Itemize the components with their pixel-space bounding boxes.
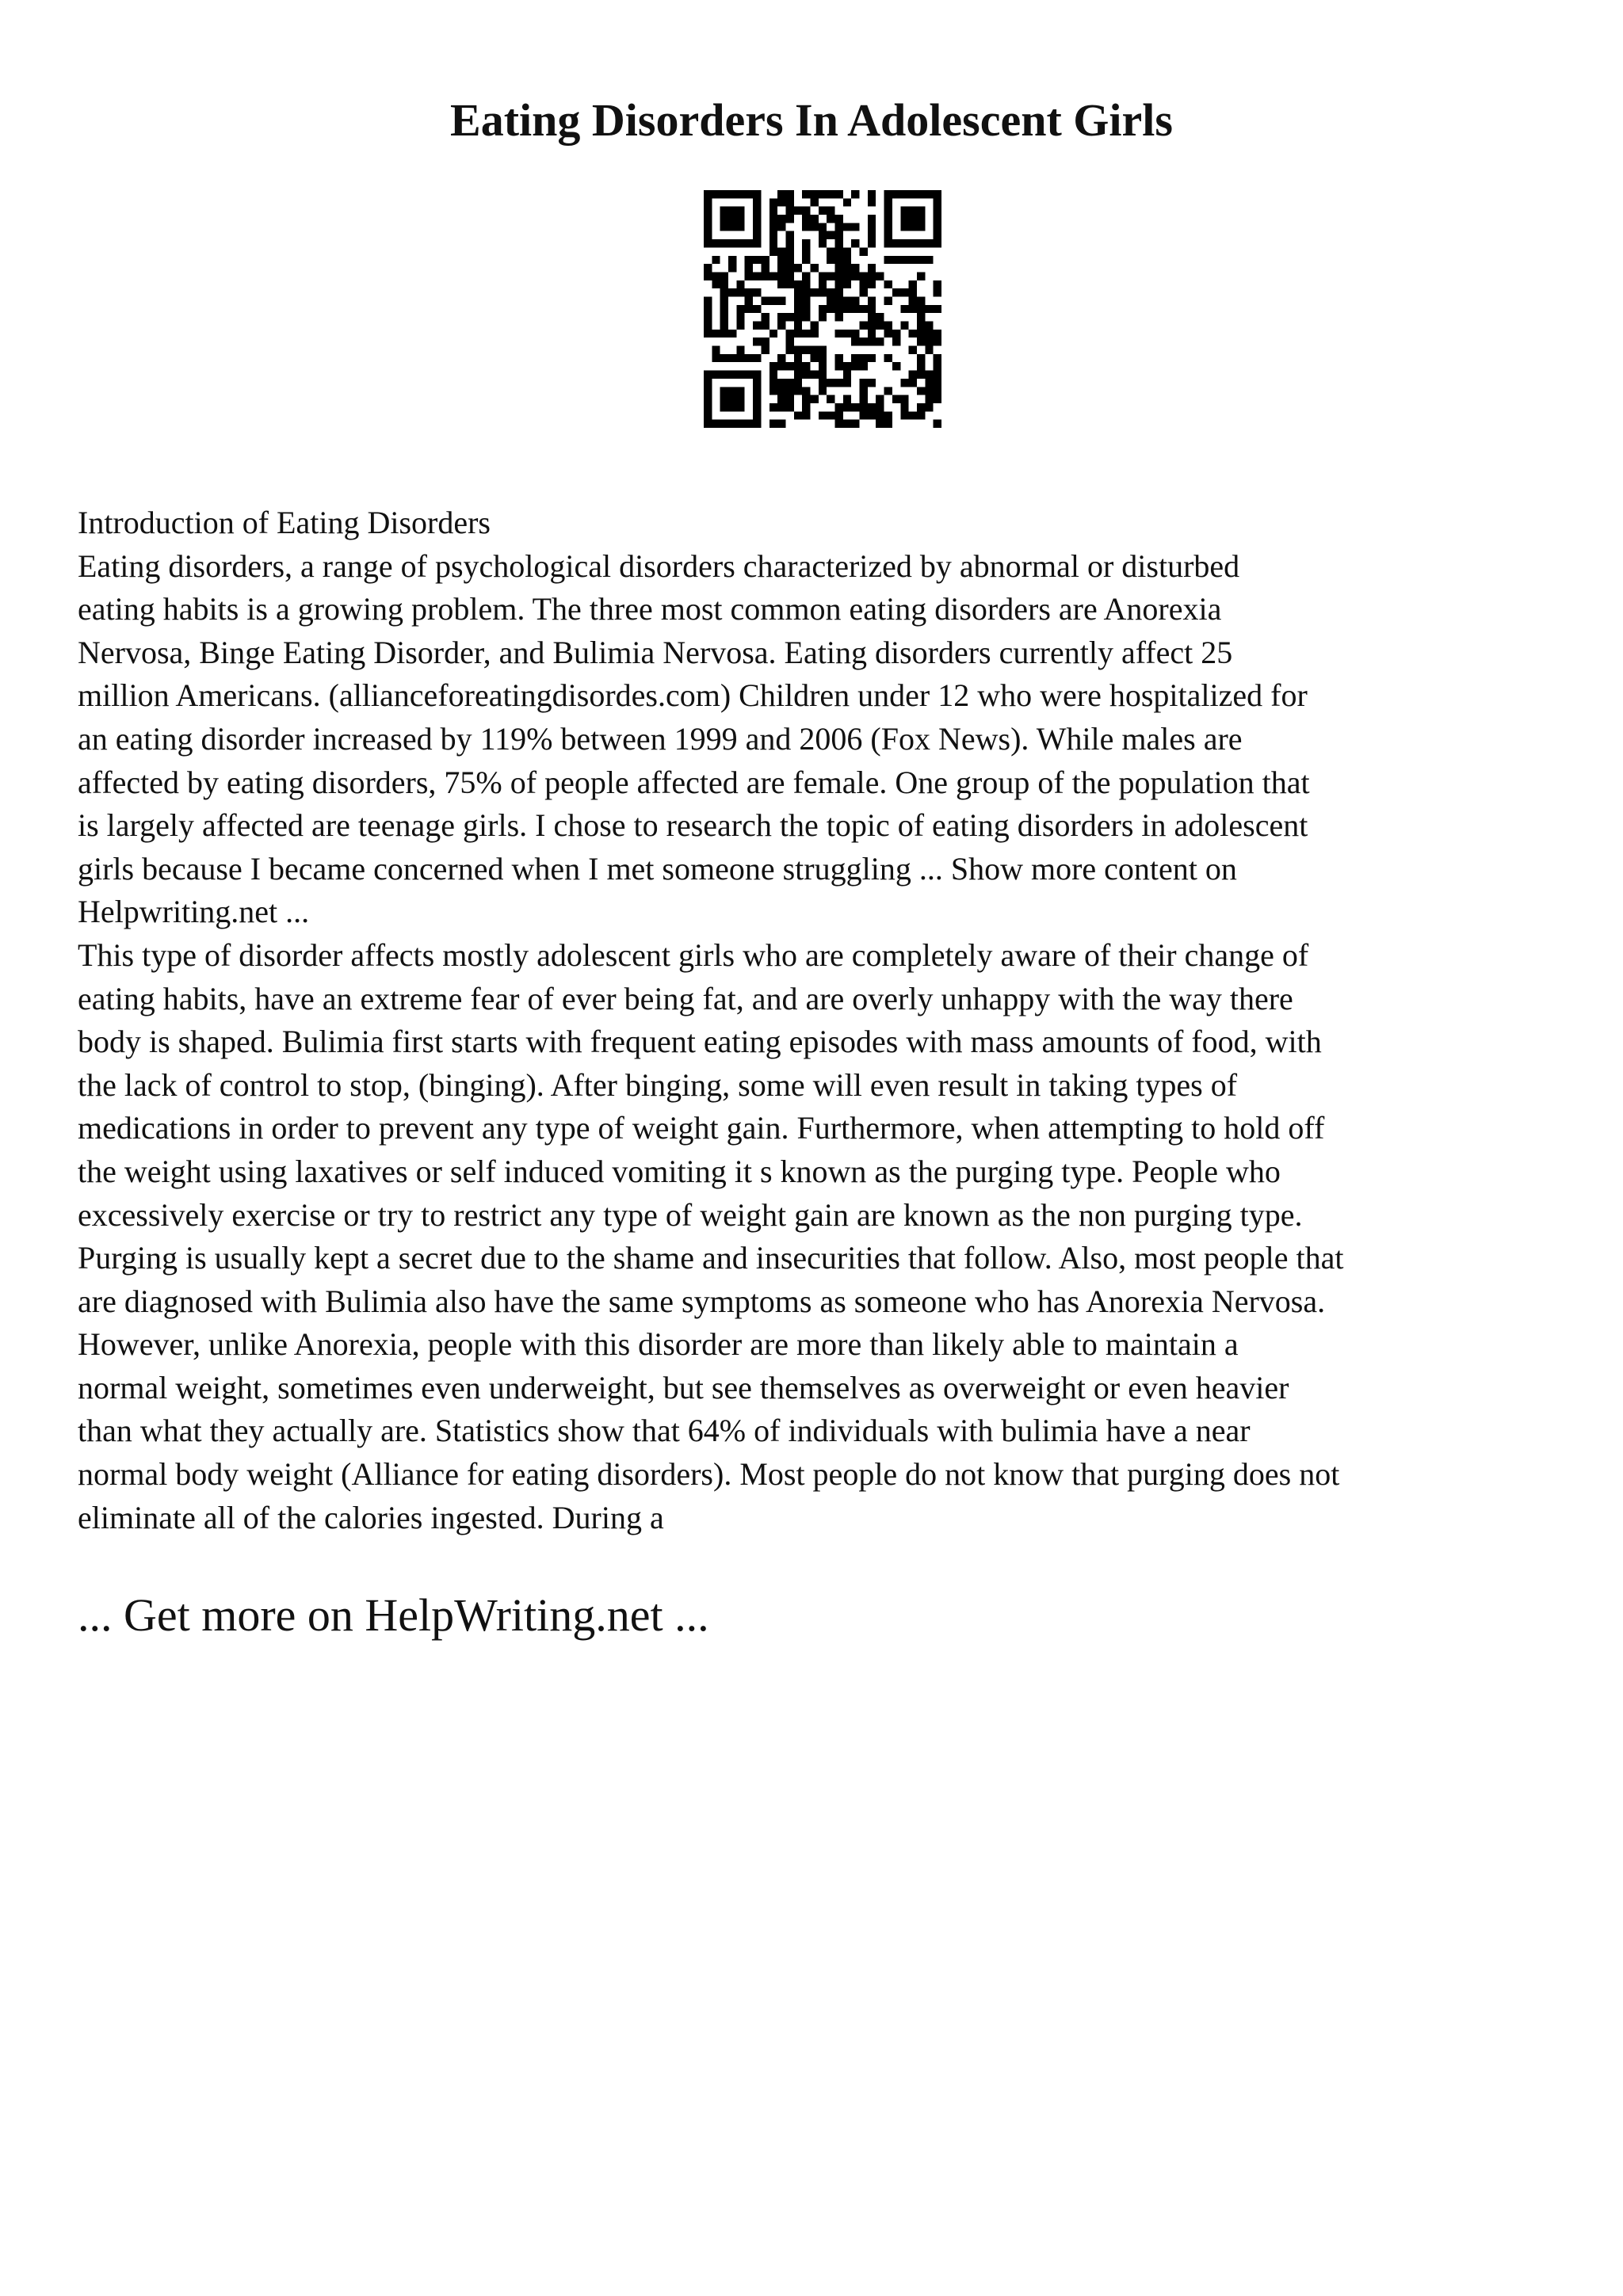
get-more-link[interactable]: ... Get more on HelpWriting.net ... — [78, 1589, 709, 1641]
qr-code-icon — [704, 190, 941, 428]
document-body — [78, 502, 1568, 1539]
paragraph-bulimia: This type of disorder affects mostly adolescent girls who are completely aware of their change of eating habits, have an extreme fear of ever being fat, and are overly unhappy with the way there body is shaped. Bulimia first starts with frequent eating episodes with mass amounts of food, with the lack of control to stop, (binging). After binging, some will even result in taking types of medications in order to prevent any type of weight gain. Furthermore, when attempting to hold off the weight using laxatives or self induced vomiting it s known as the purging type. People who excessively exercise or try to restrict any type of weight gain are known as the non purging type. Purging is usually kept a secret due to the shame and insecurities that follow. Also, most people that are diagnosed with Bulimia also have the same symptoms as someone who has Anorexia Nervosa. However, unlike Anorexia, people with this disorder are more than likely able to maintain a normal weight, sometimes even underweight, but see themselves as overweight or even heavier than what they actually are. Statistics show that 64% of individuals with bulimia have a near normal body weight (Alliance for eating disorders). Most people do not know that purging does not eliminate all of the calories ingested. During a — [78, 936, 1344, 1535]
document-title: Eating Disorders In Adolescent Girls — [450, 94, 1173, 146]
paragraph-introduction: Introduction of Eating Disorders Eating disorders, a range of psychological disorders characterized by abnormal or disturbed eating habits is a growing problem. The three most common eating disorders are Anorexia Nervosa, Binge Eating Disorder, and Bulimia Nervosa. Eating disorders currently affect 25 million Americans. (allianceforeatingdisordes.com) Children under 12 who were hospitalized for an eating disorder increased by 119% between 1999 and 2006 (Fox News). While males are affected by eating disorders, 75% of people affected are female. One group of the population that is largely affected are teenage girls. I chose to research the topic of eating disorders in adolescent girls because I became concerned when I met someone struggling ... Show more content on Helpwriting.net ... — [78, 505, 1310, 930]
